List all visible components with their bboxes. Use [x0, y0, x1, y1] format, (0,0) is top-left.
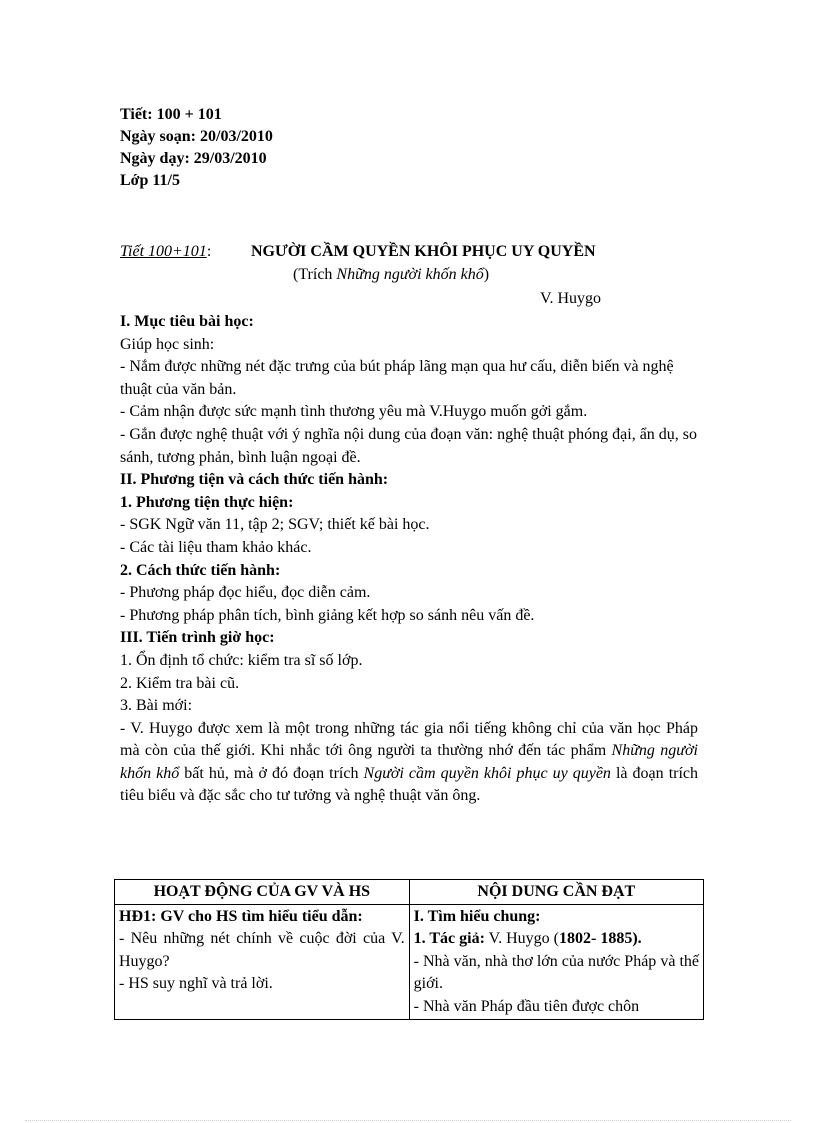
section-3-heading: III. Tiến trình giờ học: — [120, 629, 275, 647]
author-label: 1. Tác giả: — [413, 930, 485, 948]
section-3-item: 3. Bài mới: — [120, 697, 193, 715]
intro-work-title: Những người khốn khổ — [120, 742, 699, 782]
lesson-body — [120, 311, 698, 808]
teaching-date: Ngày dạy: 29/03/2010 — [120, 150, 267, 167]
section-2-sub2-item: - Phương pháp phân tích, bình giảng kết hợp so sánh nêu vấn đề. — [120, 606, 535, 624]
subtitle-close: ) — [483, 266, 490, 283]
activity-answer: - HS suy nghĩ và trả lời. — [119, 975, 273, 993]
title-period-ref: Tiết 100+101 — [120, 243, 207, 260]
section-2-sub1-heading: 1. Phương tiện thực hiện: — [120, 493, 294, 511]
section-2-sub2-item: - Phương pháp đọc hiểu, đọc diễn cảm. — [120, 584, 371, 602]
intro-paragraph — [120, 718, 698, 808]
table-header-row — [115, 880, 704, 905]
subtitle-open: (Trích — [293, 266, 337, 283]
author-name: V. Huygo ( — [484, 930, 559, 948]
intro-text-c: là đoạn trích tiêu biểu và đặc sắc cho tư tưởng và nghệ thuật văn ông. — [120, 764, 699, 805]
section-1-item: - Cảm nhận được sức mạnh tình thương yêu mà V.Huygo muốn gởi gắm. — [120, 403, 588, 421]
table-header-activities: HOẠT ĐỘNG CỦA GV VÀ HS — [115, 880, 410, 905]
intro-excerpt-title: Người cầm quyền khôi phục uy quyền — [363, 764, 611, 782]
lesson-period: Tiết: 100 + 101 — [120, 106, 222, 123]
section-2-sub2-heading: 2. Cách thức tiến hành: — [120, 561, 281, 579]
subtitle-work: Những người khốn khổ — [336, 266, 484, 283]
title-main: NGƯỜI CẦM QUYỀN KHÔI PHỤC UY QUYỀN — [251, 243, 596, 260]
content-heading: I. Tìm hiểu chung: — [413, 907, 541, 925]
content-author-line — [414, 928, 699, 951]
lesson-meta — [120, 104, 273, 192]
content-item: - Nhà văn Pháp đầu tiên được chôn — [413, 997, 640, 1015]
preparation-date: Ngày soạn: 20/03/2010 — [120, 128, 273, 145]
intro-text-b: bất hủ, mà ở đó đoạn trích — [179, 764, 364, 782]
title-colon: : — [206, 243, 212, 260]
content-cell — [409, 904, 703, 1019]
title-author: V. Huygo — [540, 290, 602, 307]
section-3-item: 1. Ổn định tổ chức: kiểm tra sĩ số lớp. — [120, 651, 363, 669]
section-1-item: - Gắn được nghệ thuật với ý nghĩa nội dung của đoạn văn: nghệ thuật phóng đại, ẩn dụ, so sánh, tương phản, bình luận ngoại đề. — [120, 425, 698, 466]
activity-question: - Nêu những nét chính về cuộc đời của V. Huygo? — [119, 930, 405, 970]
activity-heading: HĐ1: GV cho HS tìm hiểu tiểu dẫn: — [119, 907, 363, 925]
section-1-heading: I. Mục tiêu bài học: — [120, 313, 254, 330]
intro-text-a: - V. Huygo được xem là một trong những tác gia nổi tiếng không chỉ của văn học Pháp mà còn của thế giới. Khi nhắc tới ông người ta thường nhớ đến tác phẩm — [120, 719, 698, 760]
table-header-content: NỘI DUNG CẦN ĐẠT — [409, 880, 703, 905]
section-1-intro: Giúp học sinh: — [120, 335, 215, 353]
lesson-activity-table — [114, 879, 704, 1020]
table-row — [115, 904, 704, 1019]
title-subtitle — [293, 264, 489, 286]
lesson-title — [120, 241, 680, 263]
section-2-sub1-item: - Các tài liệu tham khảo khác. — [120, 538, 312, 556]
page-bottom-divider — [25, 1120, 791, 1121]
section-3-item: 2. Kiểm tra bài cũ. — [120, 674, 240, 692]
section-2-sub1-item: - SGK Ngữ văn 11, tập 2; SGV; thiết kế bài học. — [120, 516, 430, 534]
activity-cell — [115, 904, 410, 1019]
section-2-heading: II. Phương tiện và cách thức tiến hành: — [120, 471, 389, 489]
class-name: Lớp 11/5 — [120, 172, 180, 189]
author-years: 1802- 1885). — [559, 930, 642, 948]
section-1-item: - Nắm được những nét đặc trưng của bút pháp lãng mạn qua hư cấu, diễn biến và nghệ thuật của văn bản. — [120, 358, 674, 398]
content-item: - Nhà văn, nhà thơ lớn của nước Pháp và thế giới. — [413, 952, 699, 993]
